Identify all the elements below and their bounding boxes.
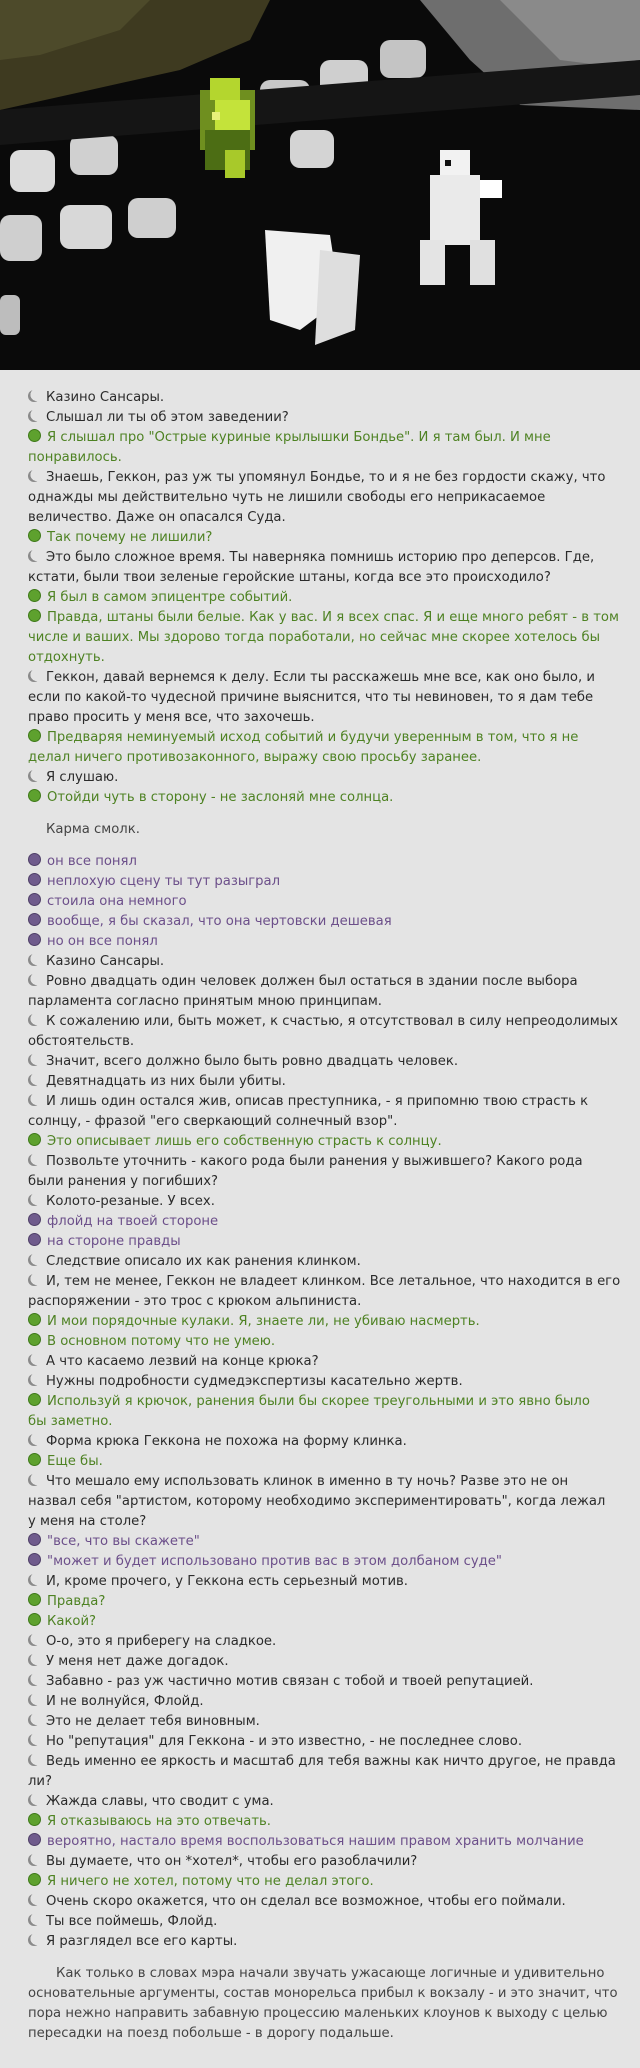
dialogue-line xyxy=(28,1732,620,1752)
dialogue-line xyxy=(28,1812,620,1832)
line-text: Это было сложное время. Ты наверняка помнишь историю про деперсов. Где, xyxy=(46,550,595,565)
dialogue-line xyxy=(28,1112,620,1132)
dialogue-line xyxy=(28,1852,620,1872)
line-text: Ты все поймешь, Флойд. xyxy=(46,1914,218,1929)
dialogue-line xyxy=(28,1032,620,1052)
crescent-moon-icon xyxy=(28,1734,40,1746)
line-text: флойд на твоей стороне xyxy=(47,1214,219,1229)
green-orb-icon xyxy=(28,429,41,442)
line-text: делал ничего противозаконного, выражу свою просьбу заранее. xyxy=(28,750,482,765)
dialogue-line xyxy=(28,588,620,608)
line-text: Это не делает тебя виновным. xyxy=(46,1714,260,1729)
dialogue-line xyxy=(28,1132,620,1152)
dialogue-line xyxy=(28,1772,620,1792)
crescent-moon-icon xyxy=(28,1654,40,1666)
dialogue-line xyxy=(28,1012,620,1032)
dialogue-line xyxy=(28,1192,620,1212)
line-text: Позвольте уточнить - какого рода были ранения у выжившего? Какого рода xyxy=(46,1154,583,1169)
line-text: Вы думаете, что он *хотел*, чтобы его разоблачили? xyxy=(46,1854,418,1869)
purple-orb-icon xyxy=(28,1533,41,1546)
dialogue-line xyxy=(28,1072,620,1092)
green-orb-icon xyxy=(28,1593,41,1606)
dialogue-line xyxy=(28,1912,620,1932)
line-text: обстоятельств. xyxy=(28,1034,135,1049)
purple-orb-icon xyxy=(28,1553,41,1566)
dialogue-line xyxy=(28,468,620,488)
crescent-moon-icon xyxy=(28,1154,40,1166)
line-text: Правда, штаны были белые. Как у вас. И я всех спас. Я и еще много ребят - в том xyxy=(47,610,619,625)
narration-line xyxy=(56,1964,640,1984)
green-orb-icon xyxy=(28,789,41,802)
crescent-moon-icon xyxy=(28,974,40,986)
crescent-moon-icon xyxy=(28,1674,40,1686)
dialogue-line xyxy=(28,388,620,408)
line-text: Казино Сансары. xyxy=(46,954,165,969)
purple-orb-icon xyxy=(28,1233,41,1246)
purple-orb-icon xyxy=(28,933,41,946)
dialogue-transcript xyxy=(0,370,640,2068)
purple-orb-icon xyxy=(28,1833,41,1846)
line-text: отдохнуть. xyxy=(28,650,105,665)
dialogue-line xyxy=(28,1232,620,1252)
dialogue-line xyxy=(28,912,620,932)
line-text: право просить у меня все, что захочешь. xyxy=(28,710,315,725)
line-text: В основном потому что не умею. xyxy=(47,1334,276,1349)
line-text: на стороне правды xyxy=(47,1234,181,1249)
dialogue-line xyxy=(28,548,620,568)
crescent-moon-icon xyxy=(28,1634,40,1646)
line-text: пересадки на поезд побольше - в дорогу подальше. xyxy=(28,2026,394,2041)
line-text: И мои порядочные кулаки. Я, знаете ли, не убиваю насмерть. xyxy=(47,1314,480,1329)
dialogue-line xyxy=(28,788,620,808)
dialogue-line xyxy=(28,892,620,912)
line-text: стоила она немного xyxy=(47,894,187,909)
dialogue-line xyxy=(28,1212,620,1232)
crescent-moon-icon xyxy=(28,1934,40,1946)
line-text: ли? xyxy=(28,1774,52,1789)
narration-line xyxy=(28,1984,620,2004)
line-text: Я ничего не хотел, потому что не делал этого. xyxy=(47,1874,374,1889)
crescent-moon-icon xyxy=(28,954,40,966)
dialogue-line xyxy=(28,448,620,468)
line-text: были ранения у погибших? xyxy=(28,1174,219,1189)
dialogue-line xyxy=(28,1692,620,1712)
dialogue-line xyxy=(28,1792,620,1812)
line-text: Я слушаю. xyxy=(46,770,119,785)
game-scene-banner xyxy=(0,0,640,370)
crescent-moon-icon xyxy=(28,1894,40,1906)
dialogue-line xyxy=(28,608,620,628)
dialogue-line xyxy=(28,852,620,872)
green-orb-icon xyxy=(28,609,41,622)
crescent-moon-icon xyxy=(28,1854,40,1866)
green-orb-icon xyxy=(28,1313,41,1326)
crescent-moon-icon xyxy=(28,1254,40,1266)
crescent-moon-icon xyxy=(28,1694,40,1706)
dialogue-line xyxy=(28,1872,620,1892)
dialogue-line xyxy=(28,648,620,668)
line-text: вероятно, настало время воспользоваться нашим правом хранить молчание xyxy=(47,1834,584,1849)
crescent-moon-icon xyxy=(28,1074,40,1086)
crescent-moon-icon xyxy=(28,770,40,782)
crescent-moon-icon xyxy=(28,1474,40,1486)
dialogue-line xyxy=(28,728,620,748)
line-text: Форма крюка Геккона не похожа на форму клинка. xyxy=(46,1434,407,1449)
line-text: назвал себя "артистом, которому необходимо экспериментировать", когда лежал xyxy=(28,1494,606,1509)
green-orb-icon xyxy=(28,1333,41,1346)
crescent-moon-icon xyxy=(28,470,40,482)
line-text: Ведь именно ее яркость и масштаб для тебя важны как ничто другое, не правда xyxy=(46,1754,616,1769)
dialogue-line xyxy=(28,1632,620,1652)
line-text: Предваряя неминуемый исход событий и будучи уверенным в том, что я не xyxy=(47,730,579,745)
dialogue-line xyxy=(28,1892,620,1912)
dialogue-line xyxy=(28,1572,620,1592)
dialogue-line xyxy=(28,1092,620,1112)
dialogue-line xyxy=(28,1932,620,1952)
crescent-moon-icon xyxy=(28,1434,40,1446)
narration-line xyxy=(28,2024,620,2044)
line-text: солнцу, - фразой "его сверкающий солнечный взор". xyxy=(28,1114,398,1129)
line-text: "все, что вы скажете" xyxy=(47,1534,200,1549)
purple-orb-icon xyxy=(28,873,41,886)
line-text: он все понял xyxy=(47,854,137,869)
green-orb-icon xyxy=(28,1813,41,1826)
dialogue-line xyxy=(28,568,620,588)
line-text: Я разглядел все его карты. xyxy=(46,1934,238,1949)
crescent-moon-icon xyxy=(28,1714,40,1726)
crescent-moon-icon xyxy=(28,1914,40,1926)
dialogue-line xyxy=(28,1052,620,1072)
line-text: распоряжении - это трос с крюком альпиниста. xyxy=(28,1294,362,1309)
dialogue-line xyxy=(28,1332,620,1352)
line-text: Что мешало ему использовать клинок в именно в ту ночь? Разве это не он xyxy=(46,1474,569,1489)
crescent-moon-icon xyxy=(28,1194,40,1206)
line-text: Я отказываюсь на это отвечать. xyxy=(47,1814,271,1829)
dialogue-line xyxy=(28,872,620,892)
crescent-moon-icon xyxy=(28,1574,40,1586)
dialogue-line xyxy=(28,668,620,688)
dialogue-line xyxy=(28,972,620,992)
line-text: Отойди чуть в сторону - не заслоняй мне солнца. xyxy=(47,790,394,805)
dialogue-line xyxy=(28,1552,620,1572)
purple-orb-icon xyxy=(28,1213,41,1226)
line-text: Забавно - раз уж частично мотив связан с тобой и твоей репутацией. xyxy=(46,1674,534,1689)
line-text: И не волнуйся, Флойд. xyxy=(46,1694,204,1709)
green-orb-icon xyxy=(28,589,41,602)
dialogue-line xyxy=(28,748,620,768)
crescent-moon-icon xyxy=(28,670,40,682)
dialogue-line xyxy=(28,1672,620,1692)
dialogue-line xyxy=(28,1372,620,1392)
dialogue-line xyxy=(28,1252,620,1272)
dialogue-line xyxy=(28,1492,620,1512)
crescent-moon-icon xyxy=(28,1754,40,1766)
line-text: Жажда славы, что сводит с ума. xyxy=(46,1794,274,1809)
line-text: кстати, были твои зеленые геройские штаны, когда все это происходило? xyxy=(28,570,551,585)
dialogue-line xyxy=(28,1532,620,1552)
line-text: Геккон, давай вернемся к делу. Если ты расскажешь мне все, как оно было, и xyxy=(46,670,595,685)
line-text: А что касаемо лезвий на конце крюка? xyxy=(46,1354,319,1369)
line-text: Как только в словах мэра начали звучать ужасающе логичные и удивительно xyxy=(56,1966,605,1981)
dialogue-line xyxy=(28,1272,620,1292)
line-text: если по какой-то чудесной причине выяснится, что ты невиновен, то я дам тебе xyxy=(28,690,594,705)
line-text: Ровно двадцать один человек должен был остаться в здании после выбора xyxy=(46,974,578,989)
dialogue-line xyxy=(28,708,620,728)
line-text: Но "репутация" для Геккона - и это известно, - не последнее слово. xyxy=(46,1734,523,1749)
gecko-character xyxy=(200,78,255,178)
pixel-art-scene xyxy=(0,0,640,370)
line-text: Очень скоро окажется, что он сделал все возможное, чтобы его поймали. xyxy=(46,1894,566,1909)
narration-line xyxy=(46,820,638,840)
dialogue-line xyxy=(28,1412,620,1432)
line-text: парламента согласно принятым мною принципам. xyxy=(28,994,382,1009)
dialogue-line xyxy=(28,1612,620,1632)
dialogue-line xyxy=(28,408,620,428)
dialogue-line xyxy=(28,1152,620,1172)
dialogue-line xyxy=(28,428,620,448)
dialogue-line xyxy=(28,488,620,508)
purple-orb-icon xyxy=(28,913,41,926)
dialogue-line xyxy=(28,1472,620,1492)
dialogue-line xyxy=(28,1432,620,1452)
line-text: Значит, всего должно было быть ровно двадцать человек. xyxy=(46,1054,459,1069)
line-text: вообще, я бы сказал, что она чертовски дешевая xyxy=(47,914,392,929)
line-text: однажды мы действительно чуть не лишили свободы его неприкасаемое xyxy=(28,490,546,505)
line-text: Это описывает лишь его собственную страсть к солнцу. xyxy=(47,1134,442,1149)
dialogue-line xyxy=(28,1512,620,1532)
dialogue-line xyxy=(28,1832,620,1852)
dialogue-line xyxy=(28,1292,620,1312)
crescent-moon-icon xyxy=(28,390,40,402)
line-text: величество. Даже он опасался Суда. xyxy=(28,510,286,525)
line-text: И лишь один остался жив, описав преступника, - я припомню твою страсть к xyxy=(46,1094,589,1109)
line-text: Правда? xyxy=(47,1594,106,1609)
dialogue-line xyxy=(28,952,620,972)
crescent-moon-icon xyxy=(28,410,40,422)
line-text: числе и ваших. Мы здорово тогда поработали, но сейчас мне скорее хотелось бы xyxy=(28,630,601,645)
line-text: бы заметно. xyxy=(28,1414,113,1429)
green-orb-icon xyxy=(28,1133,41,1146)
line-text: Я был в самом эпицентре событий. xyxy=(47,590,293,605)
dialogue-line xyxy=(28,1712,620,1732)
line-text: пора нежно направить забавную процессию маленьких клоунов к выходу с целью xyxy=(28,2006,608,2021)
line-text: Следствие описало их как ранения клинком. xyxy=(46,1254,361,1269)
line-text: Нужны подробности судмедэкспертизы касательно жертв. xyxy=(46,1374,463,1389)
line-text: понравилось. xyxy=(28,450,122,465)
line-text: Используй я крючок, ранения были бы скорее треугольными и это явно было xyxy=(47,1394,590,1409)
line-text: "может и будет использовано против вас в этом долбаном суде" xyxy=(47,1554,502,1569)
dialogue-line xyxy=(28,1452,620,1472)
line-text: Какой? xyxy=(47,1614,97,1629)
line-text: но он все понял xyxy=(47,934,158,949)
line-text: Знаешь, Геккон, раз уж ты упомянул Бондье, то и я не без гордости скажу, что xyxy=(46,470,606,485)
crescent-moon-icon xyxy=(28,1014,40,1026)
line-text: Слышал ли ты об этом заведении? xyxy=(46,410,289,425)
line-text: неплохую сцену ты тут разыграл xyxy=(47,874,281,889)
crescent-moon-icon xyxy=(28,1094,40,1106)
narration-line xyxy=(28,2004,620,2024)
dialogue-line xyxy=(28,528,620,548)
dialogue-line xyxy=(28,1652,620,1672)
line-text: у меня на столе? xyxy=(28,1514,147,1529)
dialogue-line xyxy=(28,932,620,952)
dialogue-line xyxy=(28,768,620,788)
line-text: Так почему не лишили? xyxy=(47,530,213,545)
crescent-moon-icon xyxy=(28,1054,40,1066)
dialogue-line xyxy=(28,1172,620,1192)
dialogue-line xyxy=(28,1592,620,1612)
line-text: О-о, это я приберегу на сладкое. xyxy=(46,1634,277,1649)
green-orb-icon xyxy=(28,1393,41,1406)
line-text: К сожалению или, быть может, к счастью, я отсутствовал в силу непреодолимых xyxy=(46,1014,618,1029)
dialogue-line xyxy=(28,1352,620,1372)
line-text: У меня нет даже догадок. xyxy=(46,1654,229,1669)
green-orb-icon xyxy=(28,729,41,742)
green-orb-icon xyxy=(28,1873,41,1886)
green-orb-icon xyxy=(28,529,41,542)
line-text: Казино Сансары. xyxy=(46,390,165,405)
line-text: Еще бы. xyxy=(47,1454,103,1469)
dialogue-line xyxy=(28,1312,620,1332)
dialogue-line xyxy=(28,1752,620,1772)
line-text: Колото-резаные. У всех. xyxy=(46,1194,215,1209)
line-text: Карма смолк. xyxy=(46,822,140,837)
crescent-moon-icon xyxy=(28,1274,40,1286)
purple-orb-icon xyxy=(28,853,41,866)
line-text: И, тем не менее, Геккон не владеет клинком. Все летальное, что находится в его xyxy=(46,1274,621,1289)
dialogue-line xyxy=(28,628,620,648)
line-text: основательные аргументы, состав монорельса прибыл к вокзалу - и это значит, что xyxy=(28,1986,618,2001)
green-orb-icon xyxy=(28,1453,41,1466)
purple-orb-icon xyxy=(28,893,41,906)
crescent-moon-icon xyxy=(28,1354,40,1366)
crescent-moon-icon xyxy=(28,1794,40,1806)
crescent-moon-icon xyxy=(28,550,40,562)
line-text: И, кроме прочего, у Геккона есть серьезный мотив. xyxy=(46,1574,408,1589)
line-text: Я слышал про "Острые куриные крылышки Бондье". И я там был. И мне xyxy=(47,430,551,445)
dialogue-line xyxy=(28,1392,620,1412)
dialogue-line xyxy=(28,508,620,528)
green-orb-icon xyxy=(28,1613,41,1626)
line-text: Девятнадцать из них были убиты. xyxy=(46,1074,286,1089)
dialogue-line xyxy=(28,992,620,1012)
crescent-moon-icon xyxy=(28,1374,40,1386)
dialogue-line xyxy=(28,688,620,708)
